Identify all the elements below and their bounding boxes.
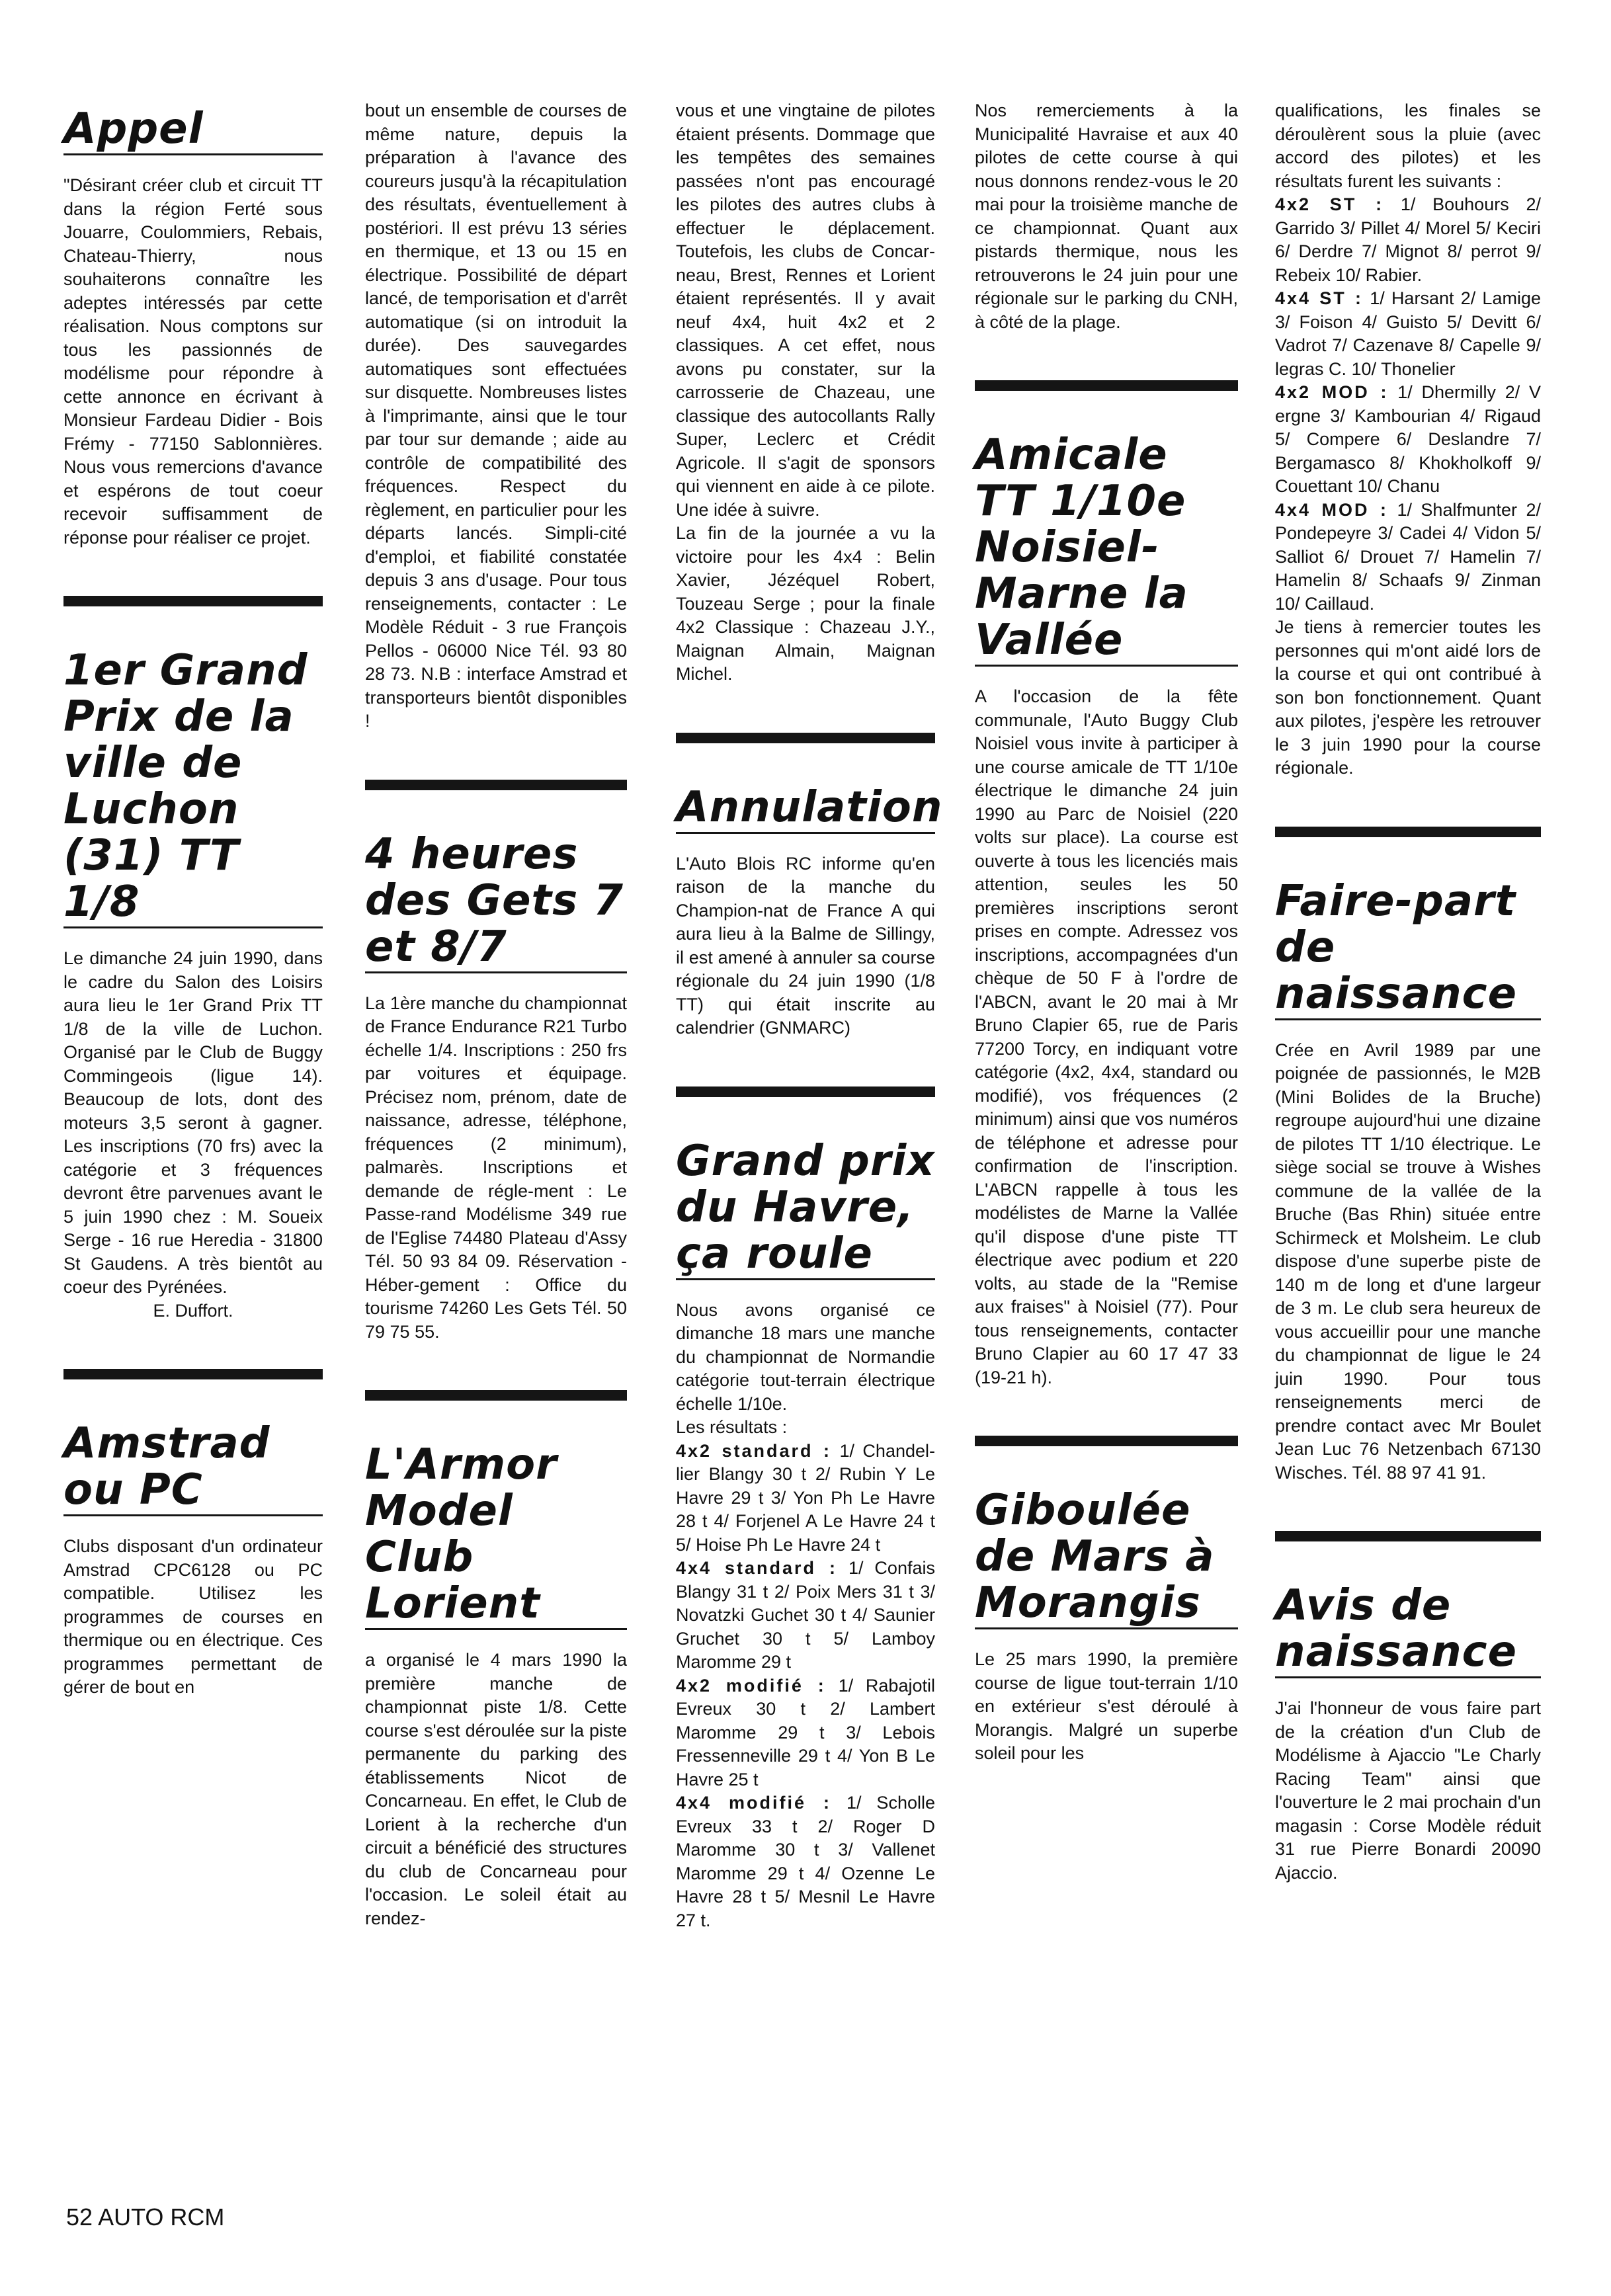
section-divider (676, 1086, 935, 1097)
result-text: 1/ Scholle Evreux 33 t 2/ Roger D Maromme 30 t 3/ Vallenet Maromme 29 t 4/ Ozenne Le Havre 28 t 5/ Mesnil Le Havre 27 t. (676, 1793, 935, 1930)
article-body: La 1ère manche du championnat de France Endurance R21 Turbo échelle 1/4. Inscriptions : 250 frs par voitures et équipage. Précisez nom, prénom, date de naissance, adresse, téléphone, fréquences (2 minimum), palmarès. Inscriptions et demande de régle-ment : Le Passe-rand Modélisme 349 rue de l'Eglise 74480 Plateau d'Assy Tél. 50 93 84 09. Réservation - Héber-gement : Office du tourisme 74260 Les Gets Tél. 50 79 75 55. (365, 993, 627, 1342)
article-havre-continued (975, 99, 1238, 334)
article-armor (365, 1390, 627, 1930)
result-entry (1275, 193, 1541, 287)
result-entry (1275, 381, 1541, 499)
article-luchon (63, 596, 323, 1323)
article-body: Clubs disposant d'un ordinateur Amstrad CPC6128 ou PC compatible. Utilisez les programmes de courses en thermique ou en électrique. Ces programmes permettant de gérer de bout en (63, 1536, 323, 1697)
column-3 (676, 99, 943, 1979)
article-body: Je tiens à remercier toutes les personnes qui m'ont aidé lors de la course et qui ont contribué à son bon fonctionnement. Quant aux pilotes, j'espère les retrouver le 3 juin 1990 pour la course régionale. (1275, 617, 1541, 778)
article-title: Faire-part de naissance (1275, 872, 1541, 1020)
result-text: 1/ Dhermilly 2/ V ergne 3/ Kambourian 4/ Rigaud 5/ Compere 6/ Deslandre 7/ Bergamasco 8/ Khokholkoff 9/ Couettant 10/ Chanu (1275, 382, 1541, 496)
section-divider (365, 780, 627, 790)
article-title: Appel (63, 99, 323, 155)
page-number: 52 (66, 2203, 93, 2231)
article-body: a organisé le 4 mars 1990 la première manche de championnat piste 1/8. Cette course s'est déroulée sur la piste permanente du parking des établissements Nicot de Concarneau. En effet, le Club de Lorient à la recherche d'un circuit a bénéficié des structures du club de Concarneau pour l'occasion. Le soleil était au rendez- (365, 1650, 627, 1928)
column-1 (63, 99, 323, 1746)
article-title: Annulation (676, 778, 935, 834)
magazine-name: AUTO RCM (98, 2203, 225, 2231)
article-body: L'Auto Blois RC informe qu'en raison de la manche du Champion-nat de France A qui aura lieu à la Balme de Sillingy, il est amené à annuler sa course régionale du 24 juin 1990 (1/8 TT) qui était inscrite au calendrier (GNMARC) (676, 853, 935, 1038)
article-title: Giboulée de Mars à Morangis (975, 1481, 1238, 1629)
article-havre (676, 1086, 935, 1933)
article-body: Le dimanche 24 juin 1990, dans le cadre du Salon des Loisirs aura lieu le 1er Grand Prix TT 1/8 de la ville de Luchon. Organisé par le Club de Buggy Commingeois (ligue 14). Beaucoup de lots, dont des moteurs 3,5 seront à gagner. Les inscriptions (70 frs) avec la catégorie et 3 fréquences devront être parvenues avant le 5 juin 1990 chez : M. Soueix Serge - 16 rue Heredia - 31800 St Gaudens. A très bientôt au coeur des Pyrénées. (63, 948, 323, 1297)
article-body: vous et une vingtaine de pilotes étaient présents. Dommage que les tempêtes des semaines passées n'ont pas encouragé les pilotes des autres clubs à effectuer le déplacement. Toutefois, les clubs de Concar-neau, Brest, Rennes et Lorient étaient représentés. Il y avait neuf 4x4, huit 4x2 et 2 classiques. A cet effet, nous avons pu constater, sur la carrosserie de Chazeau, une classique des autocollants Rally Super, Leclerc et Crédit Agricole. Il s'agit de sponsors qui viennent en aide à ce pilote. Une idée à suivre. (676, 101, 935, 520)
article-body: Crée en Avril 1989 par une poignée de passionnés, le M2B (Mini Bolides de la Bruche) regroupe aujourd'hui une dizaine de pilotes TT 1/10 électrique. Le siège social se trouve à Wishes commune de la vallée de la Bruche (Bas Rhin) située entre Schirmeck et Molsheim. Le club dispose d'une superbe piste de 140 m de long et d'une largeur de 3 m. Le club sera heureux de vous accueillir pour une manche du championnat de ligue le 24 juin 1990. Pour tous renseignements merci de prendre contact avec Mr Boulet Jean Luc 76 Netzenbach 67130 Wisches. Tél. 88 97 41 91. (1275, 1040, 1541, 1483)
article-title: 4 heures des Gets 7 et 8/7 (365, 825, 627, 973)
article-title: Grand prix du Havre, ça roule (676, 1131, 935, 1280)
section-divider (975, 1436, 1238, 1446)
result-category: 4x4 standard : (676, 1558, 837, 1578)
article-body: Nous avons organisé ce dimanche 18 mars une manche du championnat de Normandie catégorie tout-terrain électrique échelle 1/10e. (676, 1299, 935, 1414)
result-text: 1/ Shalfmunter 2/ Pondepeyre 3/ Cadei 4/ Vidon 5/ Salliot 6/ Drouet 7/ Hamelin 7/ Hamelin 8/ Schaafs 9/ Zinman 10/ Caillaud. (1275, 499, 1541, 614)
result-category: 4x2 ST : (1275, 194, 1384, 214)
article-amstrad (63, 1369, 323, 1700)
result-text: 1/ Bouhours 2/ Garrido 3/ Pillet 4/ Morel 5/ Keciri 6/ Derdre 7/ Mignot 8/ perrot 9/ Rebeix 10/ Rabier. (1275, 194, 1541, 285)
article-giboulee-continued (1275, 99, 1541, 780)
article-body: Nos remerciements à la Municipalité Havraise et aux 40 pilotes de cette course à qui nous donnons rendez-vous le 20 mai pour la troisième manche de ce championnat. Quant aux pistards thermique, nous les retrouverons le 24 juin pour une régionale sur le parking du CNH, à côté de la plage. (975, 101, 1238, 332)
article-body: Le 25 mars 1990, la première course de ligue tout-terrain 1/10 en extérieur s'est déroulé à Morangis. Malgré un superbe soleil pour les (975, 1649, 1238, 1763)
result-text: 1/ Confais Blangy 31 t 2/ Poix Mers 31 t 3/ Novatzki Guchet 30 t 4/ Saunier Gruchet 30 t 5/ Lamboy Maromme 29 t (676, 1558, 935, 1672)
result-entry (1275, 499, 1541, 616)
article-amstrad-continued (365, 99, 627, 733)
column-2 (365, 99, 627, 1977)
article-annulation (676, 733, 943, 1040)
section-divider (365, 1390, 627, 1401)
article-faire-part (1275, 827, 1541, 1485)
article-gets (365, 780, 627, 1344)
article-giboulee (975, 1436, 1238, 1766)
result-entry (1275, 287, 1541, 381)
result-category: 4x4 ST : (1275, 288, 1363, 308)
article-body: "Désirant créer club et circuit TT dans la région Ferté sous Jouarre, Coulommiers, Rebais, Chateau-Thierry, nous souhaiterons connaître les adeptes intéressés par cette réalisation. Nous comptons sur tous les passionnés de modélisme pour répondre à cette annonce en écrivant à Monsieur Fardeau Didier - Bois Frémy - 77150 Sablonnières. Nous vous remercions d'avance et espérons de tout coeur recevoir suffisamment de réponse pour réaliser ce projet. (63, 175, 323, 548)
column-4 (975, 99, 1238, 1812)
article-body: J'ai l'honneur de vous faire part de la création d'un Club de Modélisme à Ajaccio "Le Charly Racing Team" ainsi que l'ouverture le 2 mai prochain d'un magasin : Corse Modèle réduit 31 rue Pierre Bonardi 20090 Ajaccio. (1275, 1698, 1541, 1883)
column-5 (1275, 99, 1541, 1931)
article-body: A l'occasion de la fête communale, l'Auto Buggy Club Noisiel vous invite à participer à une course amicale de TT 1/10e électrique le dimanche 24 juin 1990 au Parc de Noisiel (220 volts sur place). La course est ouverte à tous les licenciés mais attention, seules les 50 premières inscriptions seront prises en compte. Adressez vos inscriptions, accompagnées d'un chèque de 50 F à l'ordre de l'ABCN, avant le 20 mai à Mr Bruno Clapier 65, rue de Paris 77200 Torcy, en indiquant votre catégorie (4x2, 4x4, standard ou modifié), vos fréquences (2 minimum) ainsi que vos numéros de téléphone et adresse pour confirmation de l'inscription. L'ABCN rappelle à tous les modélistes de Marne la Vallée qu'il dispose d'une piste TT électrique avec podium et 220 volts, au stade de la "Remise aux fraises" à Noisiel (77). Pour tous renseignements, contacter Bruno Clapier au 60 17 47 33 (19-21 h). (975, 686, 1238, 1387)
article-avis (1275, 1531, 1541, 1885)
article-signature: E. Duffort. (153, 1300, 233, 1321)
result-entry (676, 1791, 935, 1932)
article-title: 1er Grand Prix de la ville de Luchon (31) TT 1/8 (63, 641, 323, 928)
result-entry (676, 1557, 935, 1674)
result-category: 4x4 modifié : (676, 1793, 831, 1813)
page-footer (66, 2203, 224, 2231)
result-text: 1/ Chandel-lier Blangy 30 t 2/ Rubin Y Le Havre 29 t 3/ Yon Ph Le Havre 28 t 4/ Forjenel A Le Havre 24 t 5/ Hoise Ph Le Havre 24 t (676, 1440, 935, 1555)
results-label: Les résultats : (676, 1417, 788, 1437)
article-armor-continued (676, 99, 935, 686)
article-amicale (975, 380, 1238, 1389)
section-divider (1275, 1531, 1541, 1541)
result-category: 4x2 standard : (676, 1440, 831, 1461)
section-divider (63, 596, 323, 606)
article-title: Amstrad ou PC (63, 1414, 323, 1516)
article-body: qualifications, les finales se déroulèrent sous la pluie (avec accord des pilotes) et les résultats furent les suivants : (1275, 101, 1541, 191)
article-appel (63, 99, 323, 550)
result-text: 1/ Rabajotil Evreux 30 t 2/ Lambert Maromme 29 t 3/ Lebois Fressenneville 29 t 4/ Yon B Le Havre 25 t (676, 1675, 935, 1789)
section-divider (63, 1369, 323, 1379)
article-body: bout un ensemble de courses de même nature, depuis la préparation à l'avance des coureurs jusqu'à la récapitulation des résultats, éventuellement à postériori. Il est prévu 13 séries en thermique, et 13 ou 15 en électrique. Possibilité de départ lancé, de temporisation et d'arrêt automatique (si on introduit la durée). Des sauvegardes automatiques sont effectuées sur disquette. Nombreuses listes à l'imprimante, ainsi que le tour par tour sur demande ; aide au contrôle de compatibilité des fréquences. Respect du règlement, en particulier pour les départs lancés. Simpli-cité d'emploi, et fiabilité constatée depuis 3 ans d'usage. Pour tous renseignements, contacter : Le Modèle Réduit - 3 rue François Pellos - 06000 Nice Tél. 93 80 28 73. N.B : interface Amstrad et transporteurs bientôt disponibles ! (365, 101, 627, 731)
result-text: 1/ Harsant 2/ Lamige 3/ Foison 4/ Guisto 5/ Devitt 6/ Vadrot 7/ Cazenave 8/ Capelle 9/ legras C. 10/ Thonelier (1275, 288, 1541, 379)
result-entry (676, 1674, 935, 1792)
section-divider (975, 380, 1238, 391)
result-category: 4x2 modifié : (676, 1675, 826, 1696)
article-title: Avis de naissance (1275, 1576, 1541, 1678)
article-title: L'Armor Model Club Lorient (365, 1435, 627, 1630)
result-entry (676, 1440, 935, 1557)
result-category: 4x4 MOD : (1275, 499, 1388, 520)
result-category: 4x2 MOD : (1275, 382, 1389, 402)
section-divider (1275, 827, 1541, 837)
article-body: La fin de la journée a vu la victoire pour les 4x4 : Belin Xavier, Jézéquel Robert, Touzeau Serge ; pour la finale 4x2 Classique : Chazeau J.Y., Maignan Almain, Maignan Michel. (676, 523, 935, 684)
section-divider (676, 733, 935, 743)
article-title: Amicale TT 1/10e Noisiel-Marne la Vallée (975, 425, 1238, 667)
